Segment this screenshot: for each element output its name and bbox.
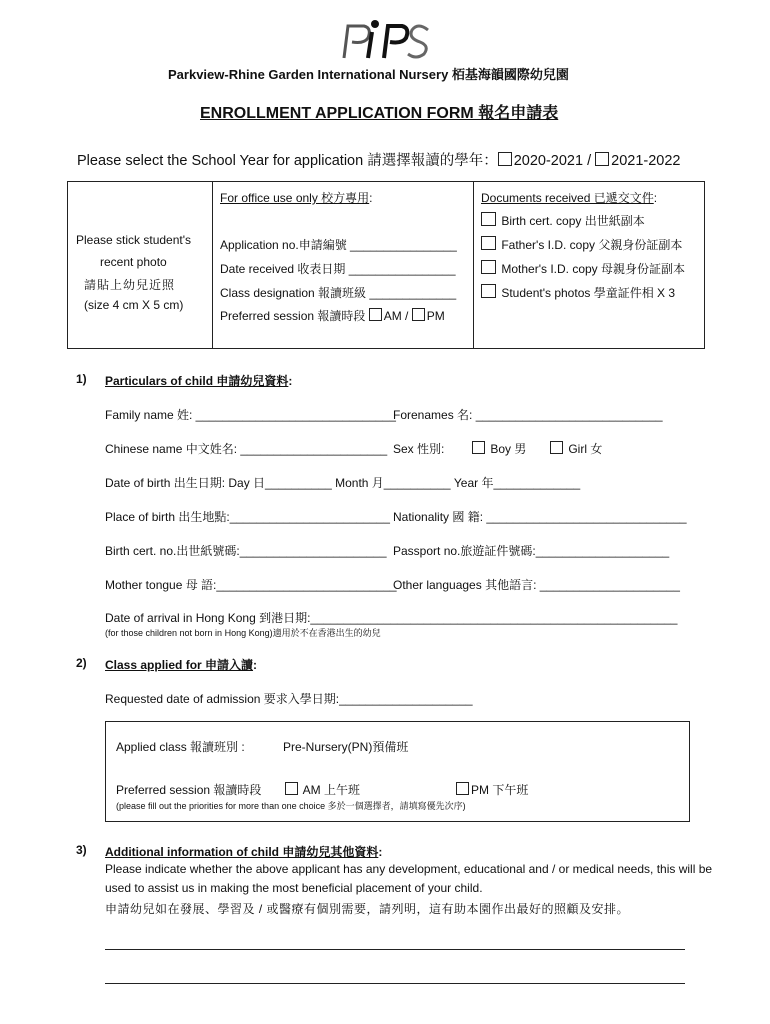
section-2-title-text: Class applied for 申請入讀 xyxy=(105,658,254,672)
office-session-label: Preferred session 報讀時段 xyxy=(220,309,369,323)
section-2-number: 2) xyxy=(76,656,87,670)
additional-info-text: used to assist us in making the most beneficial placement of your child. xyxy=(105,881,483,895)
documents-heading-text: Documents received 已遞交文件 xyxy=(481,191,654,205)
school-name: Parkview-Rhine Garden International Nursery 栢基海韻國際幼兒園 xyxy=(168,67,569,82)
pm-label: PM 下午班 xyxy=(471,783,529,797)
section-1-title-text: Particulars of child 申請幼兒資料 xyxy=(105,374,289,388)
doc-item xyxy=(481,236,682,253)
passport-field[interactable]: Passport no.旅遊証件號碼:____________________ xyxy=(393,544,670,558)
year-2020-checkbox[interactable] xyxy=(498,152,512,166)
office-pm-label: PM xyxy=(426,309,445,323)
school-year-label: Please select the School Year for application 請選擇報讀的學年： xyxy=(77,153,498,169)
school-year-prompt xyxy=(77,149,680,170)
place-of-birth-field[interactable]: Place of birth 出生地點:________________________ xyxy=(105,510,390,524)
date-of-birth-field[interactable]: Date of birth 出生日期: Day 日__________ Month 月__________ Year 年_____________ xyxy=(105,476,581,490)
doc-label: Mother's I.D. copy 母親身份証副本 xyxy=(501,262,686,276)
office-heading-colon: : xyxy=(369,191,373,205)
sex-boy-option xyxy=(472,440,526,457)
other-languages-field[interactable]: Other languages 其他語言: _____________________ xyxy=(393,578,680,592)
section-3-title-text: Additional information of child 申請幼兒其他資料 xyxy=(105,845,379,859)
session-label: Preferred session 報讀時段 xyxy=(116,783,262,797)
documents-heading-colon: : xyxy=(653,191,658,205)
doc-checkbox[interactable] xyxy=(481,284,496,298)
section-2-colon: : xyxy=(253,658,258,672)
school-logo xyxy=(338,18,432,62)
documents-heading xyxy=(481,189,657,206)
boy-label: Boy 男 xyxy=(490,442,527,456)
session-note: (please fill out the priorities for more than one choice 多於一個選擇者，請填寫優先次序) xyxy=(116,801,466,811)
doc-label: Student's photos 學童証件相 X 3 xyxy=(501,286,676,300)
office-heading-text: For office use only 校方專用 xyxy=(220,191,370,205)
class-designation-field[interactable]: Class designation 報讀班級 _____________ xyxy=(220,286,457,300)
divider xyxy=(473,181,474,348)
applied-class-value: Pre-Nursery(PN)預備班 xyxy=(283,740,409,754)
sex-label: Sex 性別: xyxy=(393,442,445,456)
birth-cert-field[interactable]: Birth cert. no.出世紙號碼:______________________ xyxy=(105,544,387,558)
nationality-field[interactable]: Nationality 國 籍: ______________________________ xyxy=(393,510,687,524)
chinese-name-field[interactable]: Chinese name 中文姓名: ______________________ xyxy=(105,442,388,456)
office-am-checkbox[interactable] xyxy=(369,308,382,321)
arrival-note: (for those children not born in Hong Kong)適用於不在香港出生的幼兒 xyxy=(105,628,381,638)
girl-checkbox[interactable] xyxy=(550,441,563,454)
doc-checkbox[interactable] xyxy=(481,260,496,274)
doc-label: Father's I.D. copy 父親身份証副本 xyxy=(501,238,683,252)
additional-info-text: Please indicate whether the above applicant has any development, educational and / or medical needs, this will be xyxy=(105,862,713,876)
section-3-number: 3) xyxy=(76,843,87,857)
office-heading xyxy=(220,189,373,206)
date-received-field[interactable]: Date received 收表日期 ________________ xyxy=(220,262,456,276)
admission-date-field[interactable]: Requested date of admission 要求入學日期:____________________ xyxy=(105,692,473,706)
additional-info-chinese: 申請幼兒如在發展、學習及 / 或醫療有個別需要，請列明，這有助本園作出最好的照顧及安排。 xyxy=(105,902,630,916)
girl-label: Girl 女 xyxy=(568,442,603,456)
boy-checkbox[interactable] xyxy=(472,441,485,454)
session-am-option xyxy=(285,781,360,798)
year-2020-label: 2020-2021 xyxy=(513,153,584,169)
doc-checkbox[interactable] xyxy=(481,212,496,226)
section-3-title xyxy=(105,843,382,860)
section-3-colon: : xyxy=(378,845,383,859)
doc-checkbox[interactable] xyxy=(481,236,496,250)
doc-item xyxy=(481,284,675,301)
photo-instruction: 請貼上幼兒近照 xyxy=(84,278,176,292)
office-preferred-session xyxy=(220,307,445,324)
doc-item xyxy=(481,212,645,229)
family-name-field[interactable]: Family name 姓: ______________________________ xyxy=(105,408,396,422)
section-1-number: 1) xyxy=(76,372,87,386)
doc-item xyxy=(481,260,685,277)
photo-size: (size 4 cm X 5 cm) xyxy=(84,298,184,312)
section-1-title xyxy=(105,372,292,389)
year-separator: / xyxy=(583,153,596,169)
year-2021-checkbox[interactable] xyxy=(595,152,609,166)
application-no-field[interactable]: Application no.申請編號 ________________ xyxy=(220,238,457,252)
year-2021-label: 2021-2022 xyxy=(611,153,681,169)
pm-checkbox[interactable] xyxy=(456,782,469,795)
mother-tongue-field[interactable]: Mother tongue 母 語:___________________________ xyxy=(105,578,397,592)
photo-instruction: recent photo xyxy=(100,255,167,269)
answer-line[interactable] xyxy=(105,983,685,984)
sex-girl-option xyxy=(550,440,602,457)
answer-line[interactable] xyxy=(105,949,685,950)
arrival-date-field[interactable]: Date of arrival in Hong Kong 到港日期:_______________________________________________________ xyxy=(105,611,678,625)
applied-class-label: Applied class 報讀班別 : xyxy=(116,740,245,754)
office-pm-checkbox[interactable] xyxy=(412,308,425,321)
office-am-label: AM / xyxy=(383,309,412,323)
session-pm-option xyxy=(456,781,528,798)
form-title: ENROLLMENT APPLICATION FORM 報名申請表 xyxy=(200,105,559,122)
doc-label: Birth cert. copy 出世紙副本 xyxy=(501,214,645,228)
photo-instruction: Please stick student's xyxy=(76,233,192,247)
section-2-title xyxy=(105,656,257,673)
divider xyxy=(212,181,213,348)
am-label: AM 上午班 xyxy=(302,783,361,797)
am-checkbox[interactable] xyxy=(285,782,298,795)
forenames-field[interactable]: Forenames 名: ____________________________ xyxy=(393,408,663,422)
section-1-colon: : xyxy=(288,374,293,388)
